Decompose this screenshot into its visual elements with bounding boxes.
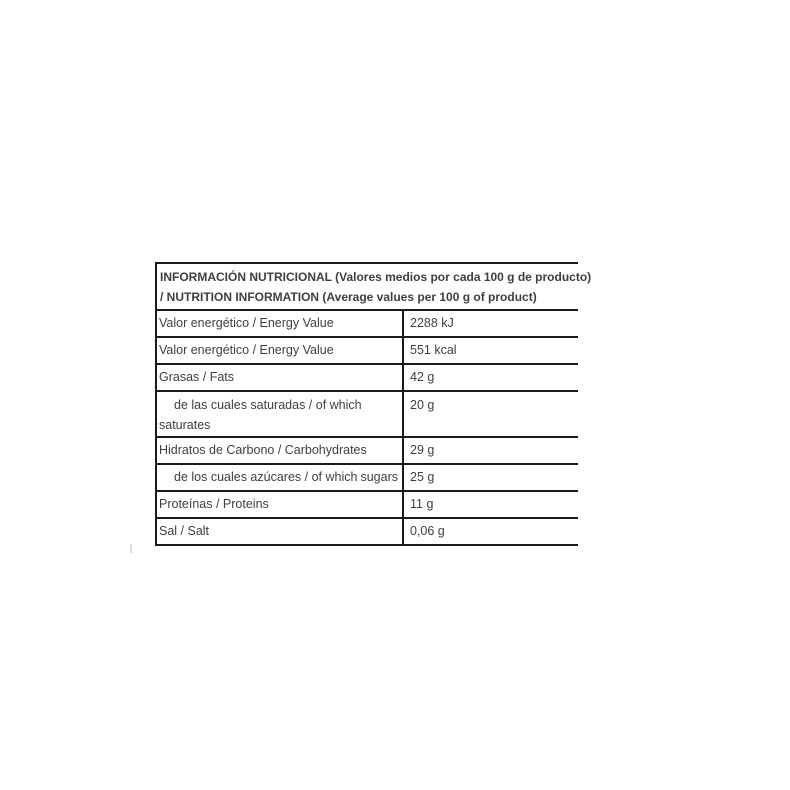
nutrient-value: 25 g — [410, 470, 435, 484]
nutrient-value: 29 g — [410, 443, 435, 457]
nutrient-label-right: sugars — [360, 470, 398, 484]
row-salt — [157, 519, 578, 546]
nutrient-label — [157, 392, 404, 436]
nutrient-value: 42 g — [410, 370, 435, 384]
nutrient-label-left: de los cuales azúcares / of which — [174, 470, 358, 484]
nutrition-table — [155, 262, 592, 546]
page-edge-artifact-mark — [130, 544, 132, 553]
nutrient-label-line2: saturates — [159, 418, 211, 432]
row-energy-kj — [157, 311, 578, 338]
nutrient-value: 2288 kJ — [410, 316, 454, 330]
row-sugars — [157, 465, 578, 492]
nutrient-label: Hidratos de Carbono / Carbohydrates — [157, 438, 404, 463]
nutrition-table-header — [157, 264, 592, 311]
row-saturates — [157, 392, 578, 438]
row-carbohydrates — [157, 438, 578, 465]
nutrient-label: Grasas / Fats — [157, 365, 404, 390]
nutrient-label: Sal / Salt — [157, 519, 404, 544]
header-line-english: / NUTRITION INFORMATION (Average values per 100 g of product) — [160, 290, 537, 304]
row-proteins — [157, 492, 578, 519]
nutrient-value: 0,06 g — [410, 524, 445, 538]
nutrient-label: Valor energético / Energy Value — [157, 311, 404, 336]
row-energy-kcal — [157, 338, 578, 365]
nutrient-value: 11 g — [410, 497, 434, 511]
nutrient-label-line1: de las cuales saturadas / of which — [174, 398, 362, 412]
nutrient-label: Proteínas / Proteins — [157, 492, 404, 517]
row-fats — [157, 365, 578, 392]
nutrient-value: 20 g — [410, 398, 435, 412]
nutrient-value: 551 kcal — [410, 343, 457, 357]
nutrient-label: Valor energético / Energy Value — [157, 338, 404, 363]
nutrient-label — [157, 465, 404, 490]
header-line-spanish: INFORMACIÓN NUTRICIONAL (Valores medios por cada 100 g de producto) — [160, 270, 592, 284]
